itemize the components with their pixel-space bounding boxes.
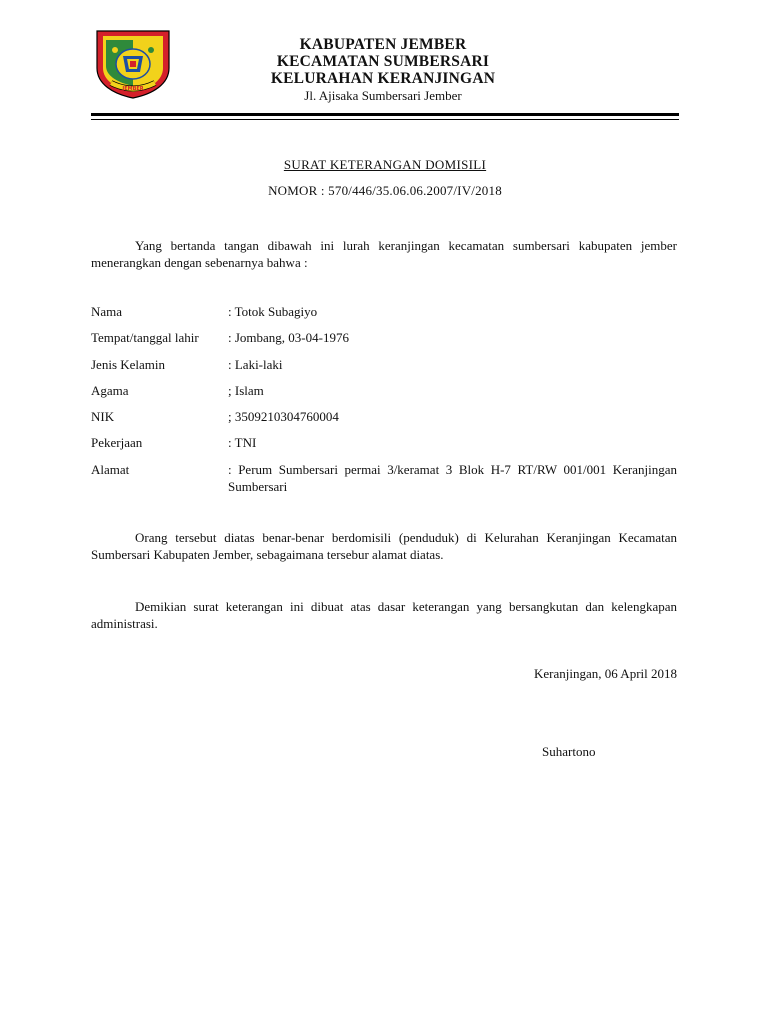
letterhead-regency: KABUPATEN JEMBER xyxy=(299,36,467,53)
field-value: : Perum Sumbersari permai 3/keramat 3 Blok H-7 RT/RW 001/001 Keranjingan Sumbersari xyxy=(228,462,677,494)
field-label: Nama xyxy=(91,304,123,319)
closing-paragraph: Demikian surat keterangan ini dibuat atas dasar keterangan yang bersangkutan dan kelengkapan administrasi. xyxy=(91,599,677,631)
field-label: Jenis Kelamin xyxy=(91,357,166,372)
field-value: : Totok Subagiyo xyxy=(228,304,318,319)
place-and-date: Keranjingan, 06 April 2018 xyxy=(534,666,677,681)
letterhead xyxy=(200,36,566,104)
svg-text:JEMBER: JEMBER xyxy=(122,86,144,92)
letterhead-village: KELURAHAN KERANJINGAN xyxy=(270,70,496,87)
field-value: ; 3509210304760004 xyxy=(228,409,339,424)
letter-number: NOMOR : 570/446/35.06.06.2007/IV/2018 xyxy=(268,183,502,198)
field-label: Agama xyxy=(91,383,129,398)
letter-title: SURAT KETERANGAN DOMISILI xyxy=(283,157,487,172)
field-label: NIK xyxy=(91,409,115,424)
field-label: Alamat xyxy=(91,462,130,477)
jember-coat-of-arms-logo xyxy=(93,28,173,100)
signer-name: Suhartono xyxy=(542,744,596,759)
field-value: ; Islam xyxy=(228,383,264,398)
field-value: : Laki-laki xyxy=(228,357,283,372)
field-label: Pekerjaan xyxy=(91,435,143,450)
letterhead-divider-thin xyxy=(91,119,679,120)
letterhead-district: KECAMATAN SUMBERSARI xyxy=(276,53,490,70)
letterhead-divider-thick xyxy=(91,113,679,116)
field-label: Tempat/tanggal lahir xyxy=(91,330,199,345)
letterhead-address: Jl. Ajisaka Sumbersari Jember xyxy=(304,88,462,103)
field-value: : Jombang, 03-04-1976 xyxy=(228,330,349,345)
domicile-statement-paragraph: Orang tersebut diatas benar-benar berdomisili (penduduk) di Kelurahan Keranjingan Kecamatan Sumbersari Kabupaten Jember, sebagaimana tersebur alamat diatas. xyxy=(91,530,677,562)
field-value: : TNI xyxy=(228,435,257,450)
intro-paragraph: Yang bertanda tangan dibawah ini lurah keranjingan kecamatan sumbersari kabupaten jember menerangkan dengan sebenarnya bahwa : xyxy=(91,238,677,270)
